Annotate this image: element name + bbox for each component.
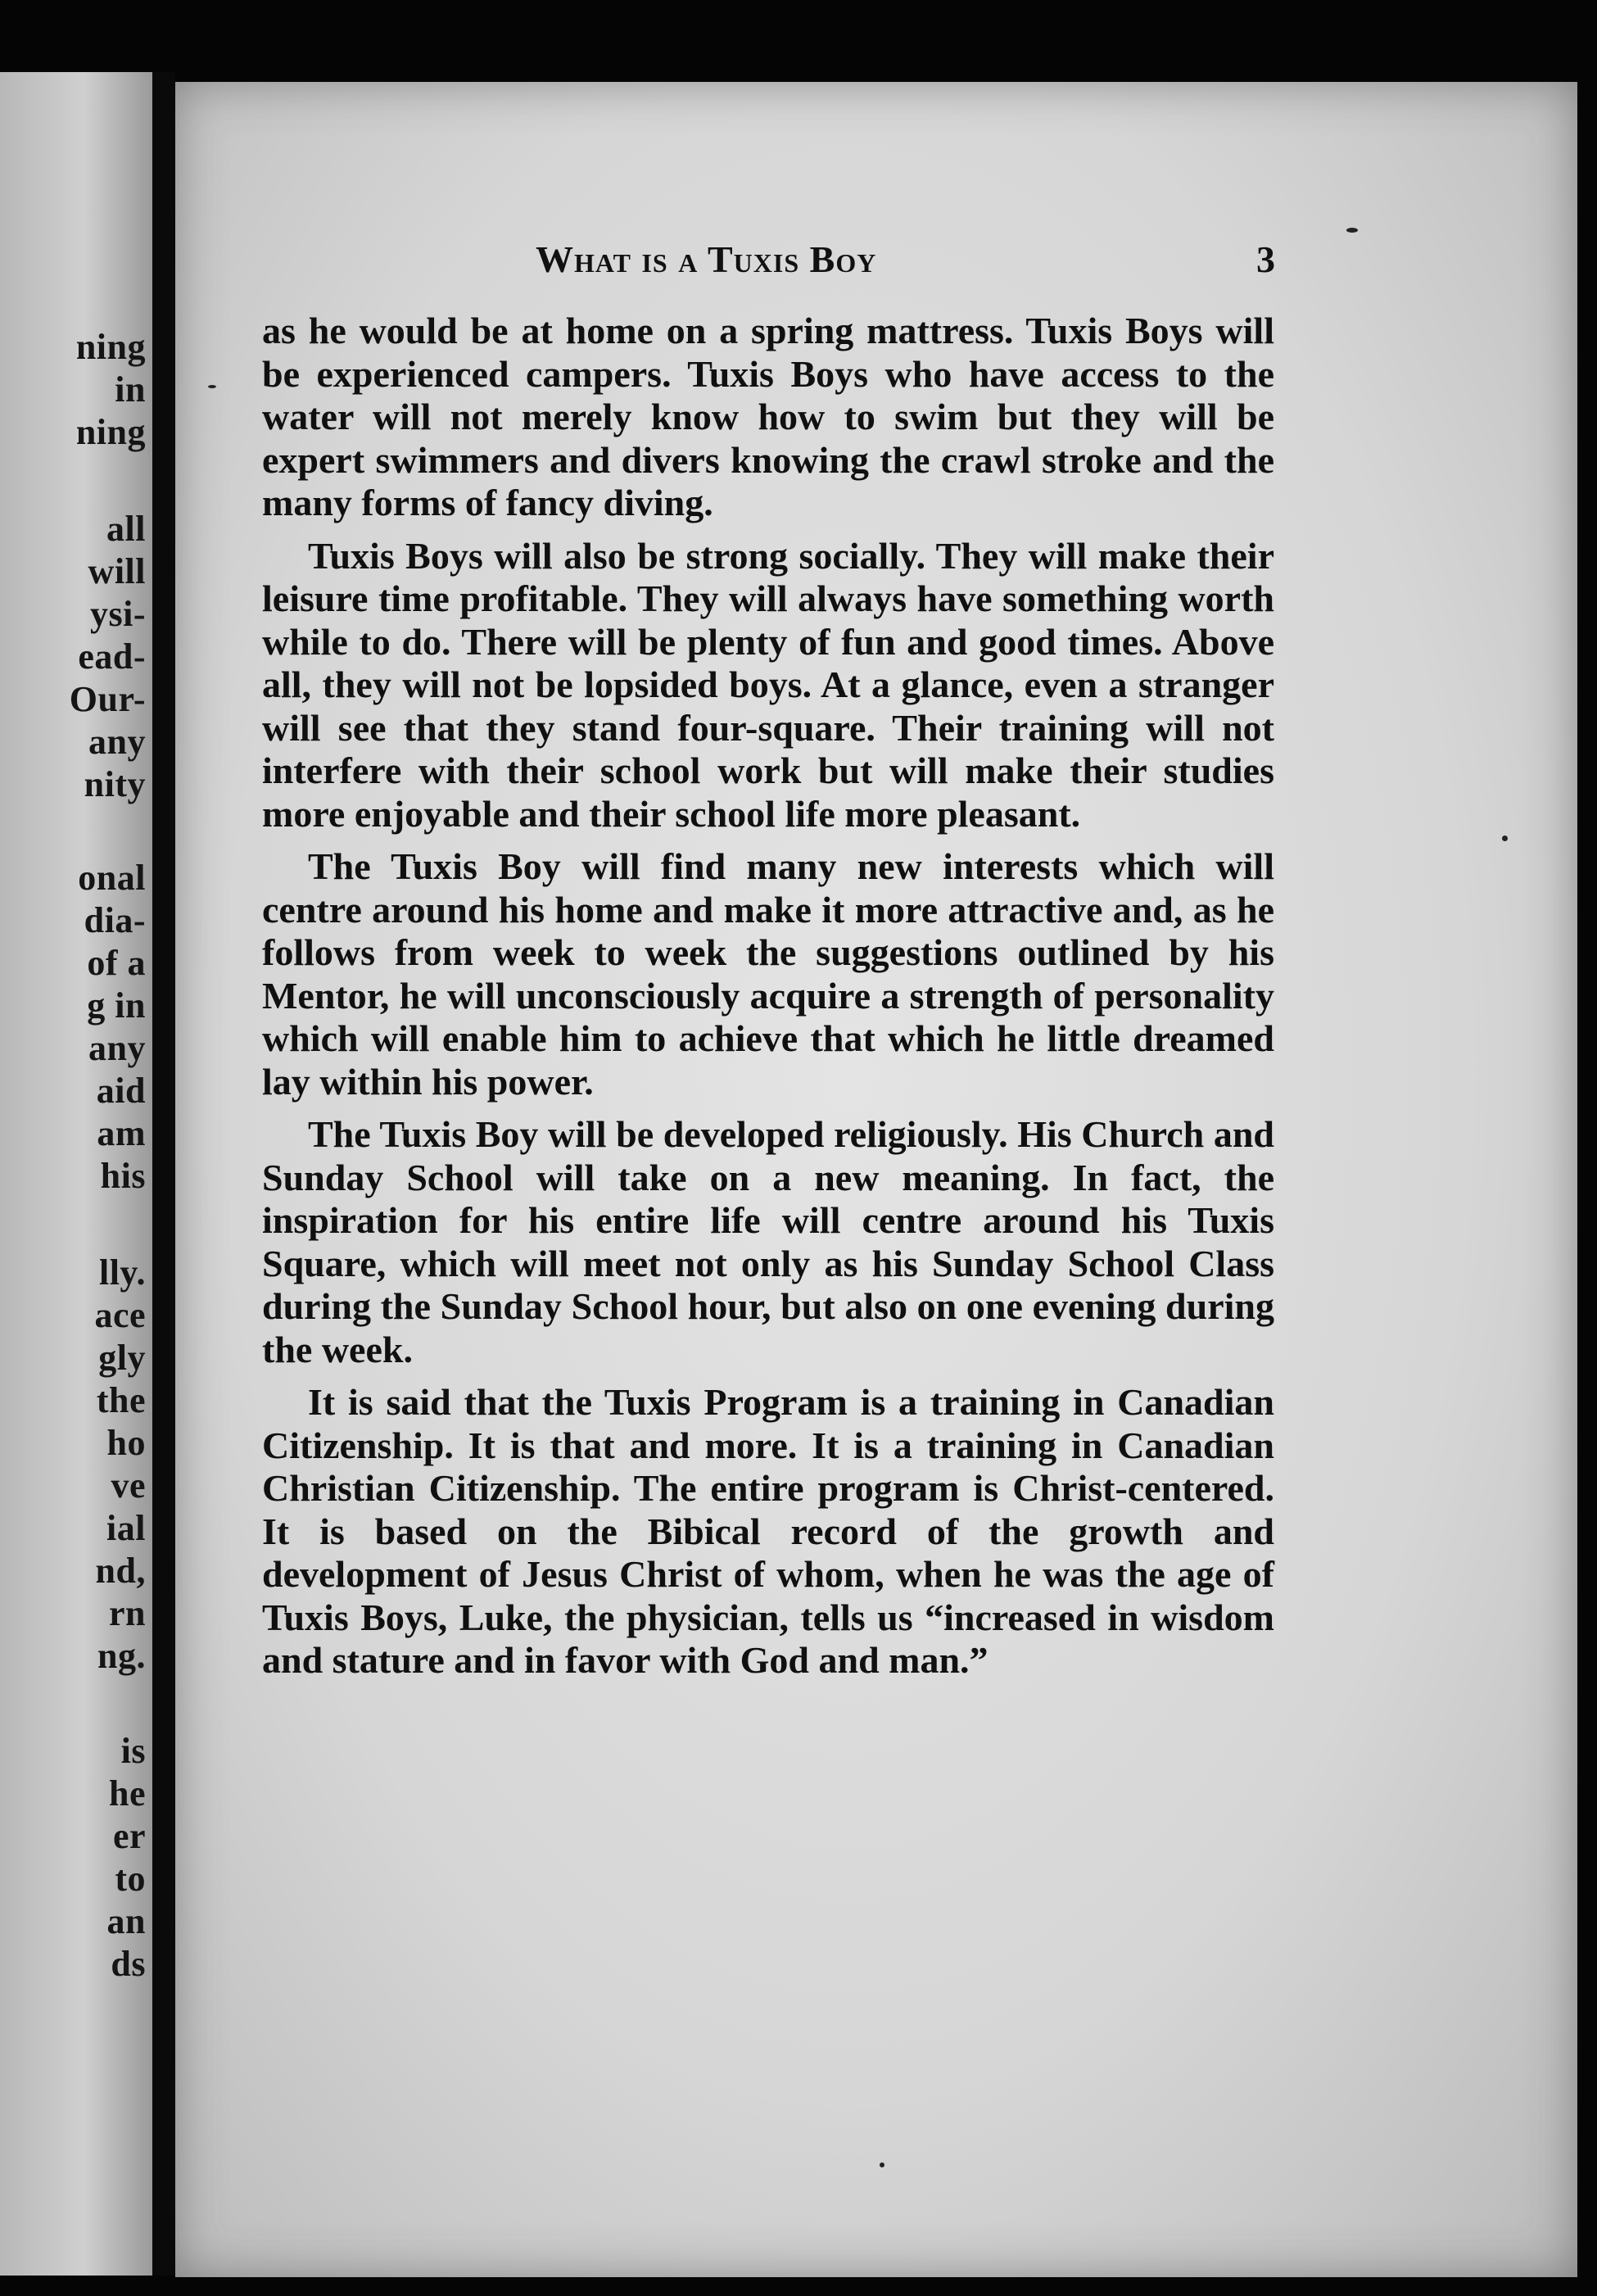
- page-header: [175, 238, 1577, 287]
- facing-page-fragment: all: [106, 509, 146, 549]
- paragraph: Tuxis Boys will also be strong socially. They will make their leisure time profitable. They will always have something worth while to do. There will be plenty of fun and good times. Above all, they will not be lopsided boys. At a glance, even a stranger will see that they stand four-square. Their training will not interfere with their school work but will make their studies more enjoyable and their school life more pleasant.: [262, 534, 1274, 835]
- facing-page-fragment: ning: [75, 412, 146, 452]
- body-text: [262, 310, 1274, 1692]
- facing-page-fragment: will: [88, 551, 146, 591]
- facing-page-fragment: ysi-: [90, 594, 146, 634]
- paragraph: The Tuxis Boy will find many new interests which will centre around his home and make it more attractive and, as he follows from week to week the suggestions outlined by his Mentor, he will unconsciously acquire a strength of personality which will enable him to achieve that which he little dreamed lay within his power.: [262, 845, 1274, 1103]
- facing-page-fragment: he: [109, 1773, 146, 1814]
- facing-page-fragment: gly: [98, 1338, 146, 1378]
- facing-page-fragment: to: [115, 1859, 146, 1899]
- facing-page-fragment: lly.: [98, 1252, 146, 1293]
- facing-page-fragment: ds: [111, 1944, 146, 1984]
- facing-page-fragment: nity: [84, 764, 146, 804]
- facing-page-fragment: aid: [96, 1071, 146, 1111]
- facing-page-fragment: ning: [75, 327, 146, 367]
- paragraph: as he would be at home on a spring mattress. Tuxis Boys will be experienced campers. Tuxis Boys who have access to the water will not merely know how to swim but they will be expert swimmers and divers knowing the crawl stroke and the many forms of fancy diving.: [262, 310, 1274, 523]
- facing-page-fragment: his: [100, 1156, 146, 1196]
- facing-page-fragment: any: [88, 1028, 146, 1068]
- facing-page-fragment: ial: [106, 1508, 146, 1548]
- facing-page-fragment: is: [120, 1731, 146, 1771]
- facing-page-fragment: any: [88, 722, 146, 762]
- facing-page-fragment: in: [115, 369, 146, 410]
- facing-page-fragment: nd,: [95, 1551, 146, 1591]
- book-page: [175, 82, 1577, 2277]
- paragraph: It is said that the Tuxis Program is a training in Canadian Citizenship. It is that and more. It is a training in Canadian Christian Citizenship. The entire program is Christ-centered. It is based on the Bibical record of the growth and development of Jesus Christ of whom, when he was the age of Tuxis Boys, Luke, the physician, tells us “increased in wisdom and stature and in favor with God and man.”: [262, 1381, 1274, 1681]
- facing-page-fragment: ace: [94, 1295, 146, 1335]
- facing-page-fragment: rn: [109, 1593, 146, 1633]
- facing-page-fragment: g in: [87, 985, 146, 1026]
- page-number: 3: [1256, 238, 1275, 280]
- facing-page-fragment: ve: [111, 1465, 146, 1506]
- paragraph: The Tuxis Boy will be developed religiously. His Church and Sunday School will take on a new meaning. In fact, the inspiration for his entire life will centre around his Tuxis Square, which will meet not only as his Sunday School Class during the Sunday School hour, but also on one evening during the week.: [262, 1113, 1274, 1370]
- running-title: What is a Tuxis Boy: [536, 238, 877, 280]
- facing-page-fragment: the: [96, 1380, 146, 1420]
- facing-page-fragment: of a: [87, 943, 146, 983]
- facing-page-fragment: ng.: [97, 1636, 146, 1676]
- facing-page-fragment: er: [112, 1816, 146, 1856]
- facing-page-fragment: Our-: [69, 679, 146, 719]
- facing-page-fragment: an: [106, 1901, 146, 1941]
- facing-page-fragment: ho: [106, 1423, 146, 1463]
- facing-page-fragment: am: [97, 1113, 146, 1153]
- facing-page-fragment: dia-: [84, 900, 146, 940]
- facing-page-fragment: ead-: [78, 636, 146, 677]
- facing-page-edge: [0, 72, 152, 2276]
- facing-page-fragment: onal: [78, 858, 146, 898]
- book-gutter: [152, 72, 175, 2276]
